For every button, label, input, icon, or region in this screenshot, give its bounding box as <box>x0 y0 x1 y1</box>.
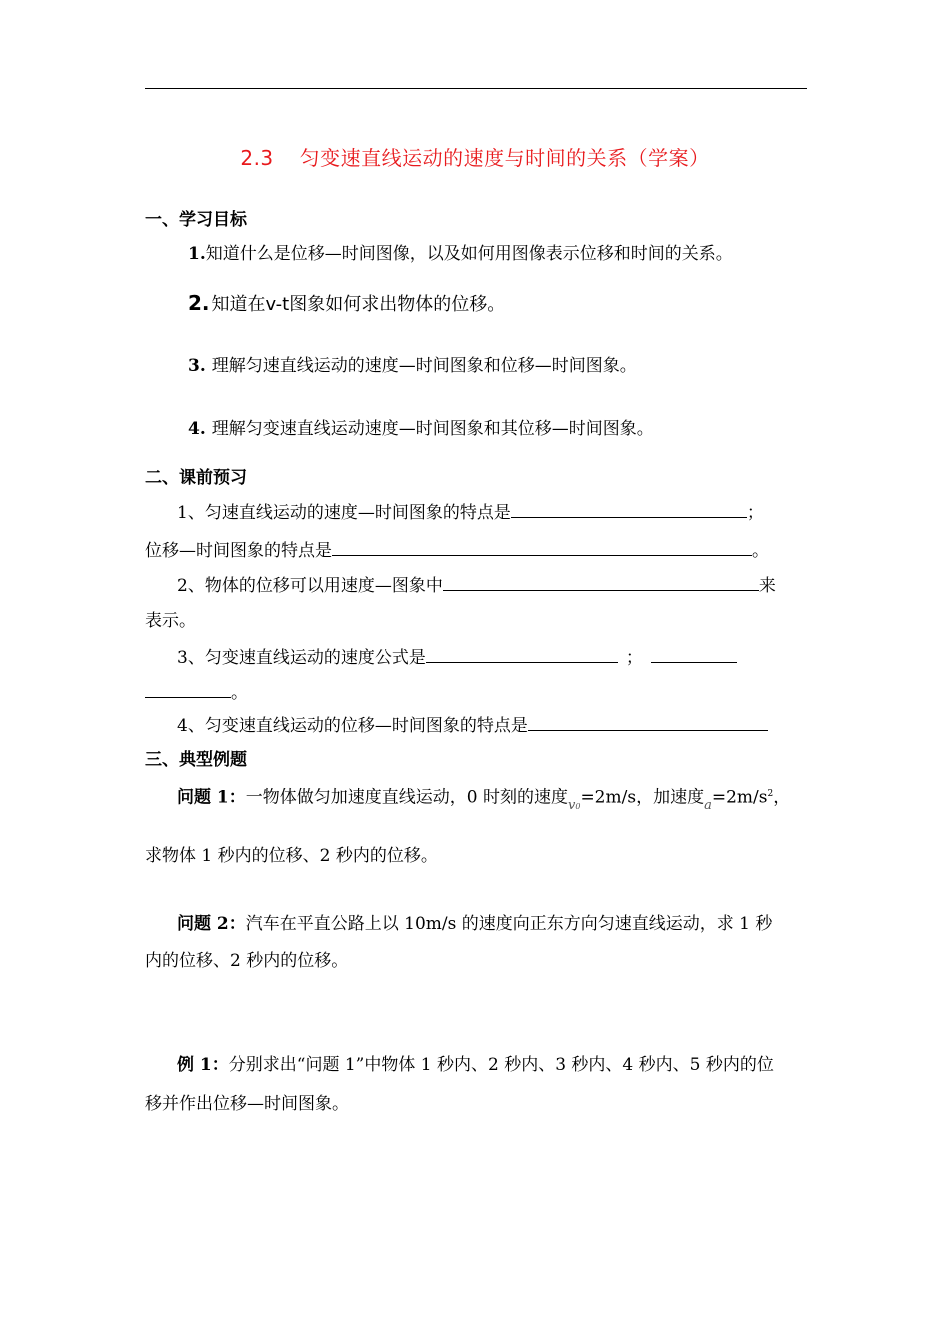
answer-blank-6[interactable] <box>145 680 231 698</box>
title-text: 匀变速直线运动的速度与时间的关系（学案） <box>299 146 710 170</box>
answer-blank-7[interactable] <box>528 713 768 731</box>
preview-q3-line2: 。 <box>145 680 248 705</box>
problem-1-line1: 问题 1：一物体做匀加速度直线运动，0 时刻的速度$_{v0}$=2m/s，加速度$_a=2m/s^2$， <box>177 787 791 813</box>
header-rule <box>145 88 807 89</box>
page-title <box>0 146 950 170</box>
preview-q3-line1: 3、匀变速直线运动的速度公式是 ； <box>177 645 737 670</box>
preview-q1-line2: 位移—时间图象的特点是 。 <box>145 538 769 563</box>
objective-2: 2. 知道在v-t图象如何求出物体的位移。 <box>188 291 506 315</box>
answer-blank-3[interactable] <box>443 573 759 591</box>
answer-blank-1[interactable] <box>511 500 747 518</box>
section2-heading: 二、课前预习 <box>145 468 247 488</box>
answer-blank-4[interactable] <box>426 645 618 663</box>
preview-q4: 4、匀变速直线运动的位移—时间图象的特点是 <box>177 713 768 738</box>
preview-q2-line2: 表示。 <box>145 611 196 631</box>
a-symbol: a <box>704 797 712 813</box>
example-1-line1: 例 1：分别求出“问题 1”中物体 1 秒内、2 秒内、3 秒内、4 秒内、5 秒内的位 <box>177 1055 774 1075</box>
preview-q1-line1: 1、匀速直线运动的速度—时间图象的特点是 ； <box>177 500 764 525</box>
answer-blank-5[interactable] <box>651 645 737 663</box>
objective-3: 3. 理解匀速直线运动的速度—时间图象和位移—时间图象。 <box>188 356 637 376</box>
problem-2-line2: 内的位移、2 秒内的位移。 <box>145 951 349 971</box>
objective-1: 1.知道什么是位移—时间图像，以及如何用图像表示位移和时间的关系。 <box>188 244 733 264</box>
v0-symbol: v0 <box>567 797 581 813</box>
section3-heading: 三、典型例题 <box>145 750 247 770</box>
objective-4: 4. 理解匀变速直线运动速度—时间图象和其位移—时间图象。 <box>188 419 654 439</box>
problem-2-line1: 问题 2：汽车在平直公路上以 10m/s 的速度向正东方向匀速直线运动，求 1 秒 <box>177 914 773 934</box>
preview-q2-line1: 2、物体的位移可以用速度—图象中 来 <box>177 573 776 598</box>
answer-blank-2[interactable] <box>332 538 752 556</box>
section1-heading: 一、学习目标 <box>145 210 247 230</box>
title-number: 2.3 <box>240 146 274 170</box>
example-1-line2: 移并作出位移—时间图象。 <box>145 1094 349 1114</box>
problem-1-line2: 求物体 1 秒内的位移、2 秒内的位移。 <box>145 846 438 866</box>
